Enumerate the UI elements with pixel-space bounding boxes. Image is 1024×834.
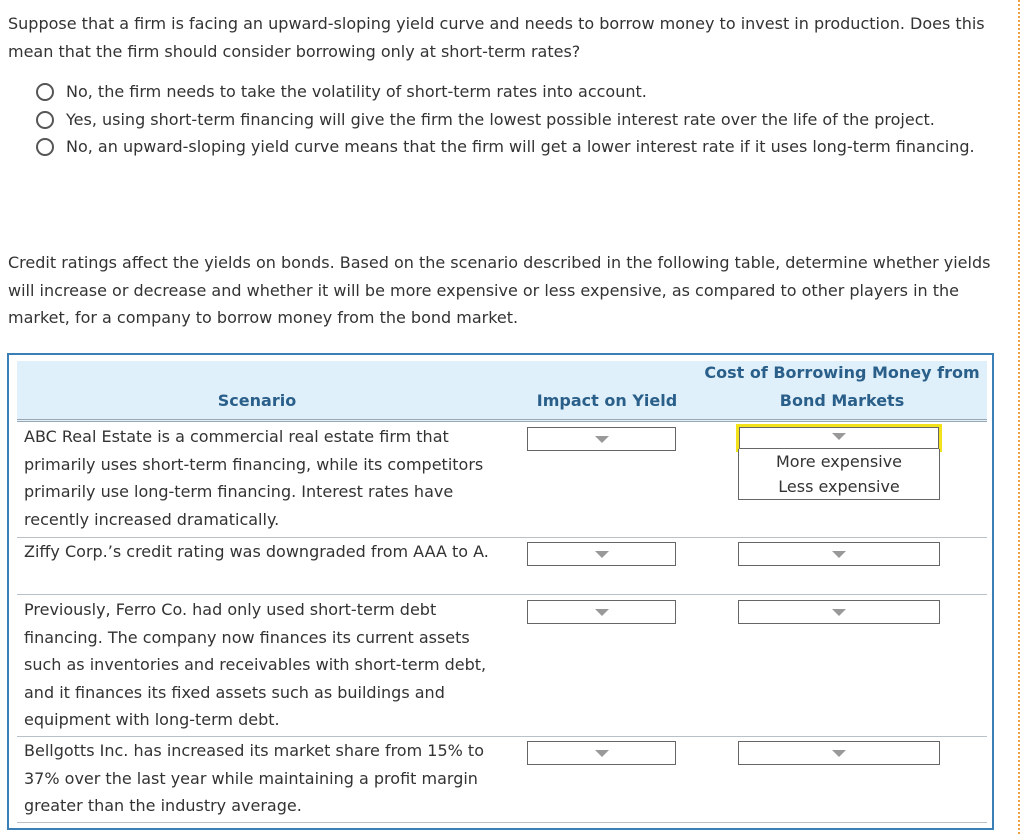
- option-2[interactable]: [36, 106, 996, 134]
- scenario-text: Ziffy Corp.’s credit rating was downgraded from AAA to A.: [24, 542, 489, 561]
- table-row: [17, 596, 987, 737]
- impact-dropdown[interactable]: [527, 542, 676, 566]
- cost-dropdown-menu: [738, 449, 940, 500]
- dropdown-option-less-expensive[interactable]: Less expensive: [778, 477, 900, 496]
- radio-button[interactable]: [36, 83, 54, 101]
- header-scenario: Scenario: [217, 390, 297, 410]
- table-row: [17, 538, 987, 595]
- chevron-down-icon: [832, 551, 846, 558]
- header-cost-line2: Bond Markets: [779, 390, 905, 410]
- header-cost-of-borrowing: [687, 359, 997, 414]
- option-3[interactable]: [36, 133, 996, 188]
- dropdown-option-more-expensive[interactable]: More expensive: [775, 452, 902, 471]
- cost-dropdown[interactable]: [738, 542, 940, 566]
- scenario-text: Previously, Ferro Co. had only used short-term debt financing. The company now finances its current assets such as inventories and receivables with short-term debt, and it finances its fixed assets such as buildings and equipment with long-term debt.: [24, 600, 487, 729]
- option-label[interactable]: No, an upward-sloping yield curve means that the firm will get a lower interest rate if it uses long-term financing.: [66, 137, 975, 156]
- option-1[interactable]: [36, 78, 996, 106]
- chevron-down-icon: [832, 433, 846, 440]
- cost-dropdown[interactable]: [736, 424, 942, 452]
- option-label[interactable]: Yes, using short-term financing will give the firm the lowest possible interest rate over the life of the project.: [66, 109, 935, 129]
- chevron-down-icon: [595, 436, 609, 443]
- cost-dropdown[interactable]: [738, 741, 940, 765]
- table-row: [17, 737, 987, 823]
- option-label[interactable]: No, the firm needs to take the volatility of short-term rates into account.: [66, 82, 647, 101]
- chevron-down-icon: [595, 551, 609, 558]
- radio-button[interactable]: [36, 138, 54, 156]
- header-cost-line1: Cost of Borrowing Money from: [704, 363, 980, 382]
- table-header: [17, 361, 987, 422]
- header-impact-on-yield: Impact on Yield: [536, 390, 678, 410]
- page-right-border: [1018, 0, 1020, 834]
- table-row: [17, 423, 987, 538]
- question1-prompt: Suppose that a firm is facing an upward-sloping yield curve and needs to borrow money to invest in production. Does this mean that the firm should consider borrowing only at short-term rates?: [8, 14, 985, 61]
- chevron-down-icon: [595, 609, 609, 616]
- question1-options: [36, 78, 996, 188]
- question2-prompt: Credit ratings affect the yields on bonds. Based on the scenario described in the following table, determine whether yields will increase or decrease and whether it will be more expensive or less expensive, as compared to other players in the market, for a company to borrow money from the bond market.: [8, 253, 991, 327]
- impact-dropdown[interactable]: [527, 741, 676, 765]
- radio-button[interactable]: [36, 111, 54, 129]
- impact-dropdown[interactable]: [527, 600, 676, 624]
- scenario-text: Bellgotts Inc. has increased its market share from 15% to 37% over the last year while maintaining a profit margin greater than the industry average.: [24, 741, 484, 815]
- cost-dropdown[interactable]: [738, 600, 940, 624]
- chevron-down-icon: [832, 750, 846, 757]
- chevron-down-icon: [595, 750, 609, 757]
- chevron-down-icon: [832, 609, 846, 616]
- scenario-table: [7, 353, 994, 830]
- scenario-text: ABC Real Estate is a commercial real estate firm that primarily uses short-term financing, while its competitors primarily use long-term financing. Interest rates have recently increased dramatically.: [24, 427, 484, 529]
- impact-dropdown[interactable]: [527, 427, 676, 451]
